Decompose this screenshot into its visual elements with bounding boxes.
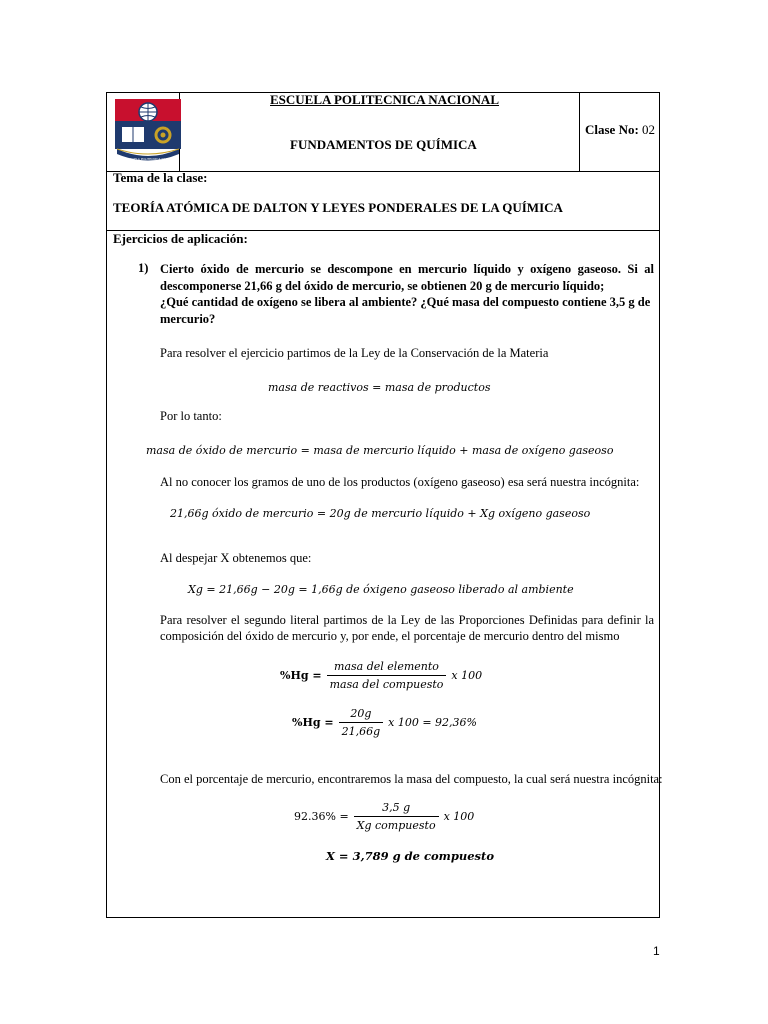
paragraph-line: composición del óxido de mercurio y, por ende, el porcentaje de mercurio dentro del mismo	[160, 629, 620, 643]
class-number-value: 02	[642, 122, 656, 137]
school-logo-icon	[113, 97, 183, 165]
paragraph-solve-x: Al despejar X obtenemos que:	[160, 551, 312, 565]
statement-line: ¿Qué cantidad de oxígeno se libera al ambiente? ¿Qué masa del compuesto contiene 3,5 g de	[160, 295, 651, 309]
equation-mass-balance: masa de óxido de mercurio = masa de mercurio líquido + masa de oxígeno gaseoso	[146, 444, 614, 457]
topic-title: TEORÍA ATÓMICA DE DALTON Y LEYES PONDERALES DE LA QUÍMICA	[113, 200, 563, 215]
eq7-denominator: Xg compuesto	[354, 816, 439, 832]
eq6-lhs: %Hg =	[292, 716, 334, 729]
statement-line: descomponerse 21,66 g del óxido de mercurio, se obtienen 20 g de mercurio líquido;	[160, 278, 605, 293]
exercise-number: 1)	[138, 261, 149, 275]
eq6-numerator: 20g	[350, 707, 372, 720]
eq6-rhs: x 100 = 92,36%	[388, 716, 477, 729]
class-number-label: Clase No:	[585, 122, 639, 137]
logo-banner-text: ESCUELA POLITECNICA NACIONAL	[126, 157, 178, 161]
paragraph-unknown: Al no conocer los gramos de uno de los productos (oxígeno gaseoso) esa será nuestra incógnita:	[160, 475, 640, 489]
paragraph-therefore: Por lo tanto:	[160, 409, 222, 423]
exercise-statement	[160, 261, 654, 327]
eq5-rhs: x 100	[451, 669, 483, 682]
topic-label: Tema de la clase:	[113, 170, 208, 185]
paragraph-compound-mass: Con el porcentaje de mercurio, encontraremos la masa del compuesto, la cual será nuestra incógnita:	[160, 772, 663, 786]
eq5-denominator: masa del compuesto	[327, 675, 447, 691]
statement-line: Cierto óxido de mercurio se descompone en mercurio líquido y oxígeno gaseoso. Si al	[160, 262, 654, 276]
header-divider-right	[579, 93, 580, 171]
equation-conservation: masa de reactivos = masa de productos	[268, 381, 491, 394]
equation-compound	[294, 801, 474, 832]
eq6-denominator: 21,66g	[339, 722, 384, 738]
eq7-rhs: x 100	[443, 810, 475, 823]
paragraph-line: Para resolver el segundo literal partimos de la Ley de las Proporciones Definidas para definir la	[160, 613, 654, 627]
school-name: ESCUELA POLITECNICA NACIONAL	[270, 92, 499, 107]
eq5-fraction	[327, 660, 447, 691]
eq5-lhs: %Hg =	[280, 669, 322, 682]
paragraph-conservation: Para resolver el ejercicio partimos de la Ley de la Conservación de la Materia	[160, 346, 549, 360]
course-name: FUNDAMENTOS DE QUÍMICA	[290, 137, 477, 152]
equation-oxygen-result: Xg = 21,66g − 20g = 1,66g de óxigeno gaseoso liberado al ambiente	[188, 583, 574, 596]
equation-final-result: X = 3,789 g de compuesto	[326, 849, 495, 863]
statement-line: mercurio?	[160, 311, 216, 326]
eq7-numerator: 3,5 g	[382, 801, 411, 814]
page-number: 1	[653, 944, 660, 958]
section-label: Ejercicios de aplicación:	[113, 231, 248, 246]
paragraph-definite-proportions	[160, 612, 654, 644]
eq7-lhs: 92.36% =	[294, 810, 349, 823]
equation-numeric-balance: 21,66g óxido de mercurio = 20g de mercurio líquido + Xg oxígeno gaseoso	[170, 507, 591, 520]
eq5-numerator: masa del elemento	[334, 660, 439, 673]
equation-percent-formula	[280, 660, 482, 691]
eq7-fraction	[354, 801, 439, 832]
class-number-cell	[585, 122, 655, 138]
equation-percent-value	[292, 707, 477, 738]
eq6-fraction	[339, 707, 384, 738]
